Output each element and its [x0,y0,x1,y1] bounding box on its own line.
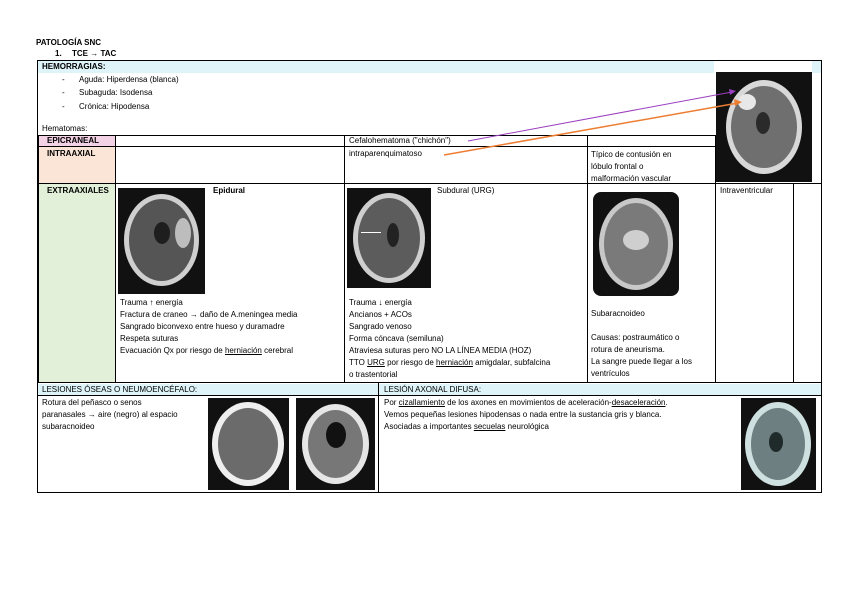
page-title: PATOLOGÍA SNC [36,38,102,47]
subdural-title: Subdural (URG) [437,186,495,195]
axonal-title: LESIÓN AXONAL DIFUSA: [384,385,482,394]
subdural-line: o trastentorial [349,370,398,379]
hematomas-label: Hematomas: [42,124,88,133]
lesiones-line: Rotura del peñasco o senos [42,398,142,407]
axonal-line: Vemos pequeñas lesiones hipodensas o nada entre la sustancia gris y blanca. [384,410,662,419]
lesiones-line: paranasales → aire (negro) al espacio [42,410,178,419]
section-title: TCE → TAC [72,49,117,58]
ct-axonal-image [741,398,816,490]
intraparenquimatoso-text: intraparenquimatoso [349,149,422,158]
extraaxiales-label: EXTRAAXIALES [47,186,109,195]
subdural-line: Sangrado venoso [349,322,412,331]
lesiones-title: LESIONES ÓSEAS O NEUMOENCÉFALO: [42,385,198,394]
bullet-dash: - [62,102,65,111]
cause-line: ventrículos [591,369,630,378]
axonal-line: Asociadas a importantes secuelas neurológica [384,422,549,431]
orange-arrow-line [444,103,738,155]
bullet-dash: - [62,75,65,84]
subdural-line: Ancianos + ACOs [349,310,412,319]
bullet-aguda: Aguda: Hiperdensa (blanca) [79,75,179,84]
subdural-line: Forma cóncava (semiluna) [349,334,444,343]
subaracnoideo-title: Subaracnoideo [591,309,645,318]
ct-bone-window-image [208,398,289,490]
axonal-line: Por cizallamiento de los axones en movimientos de aceleración-desaceleración. [384,398,668,407]
cause-line: Causas: postraumático o [591,333,680,342]
orange-arrow-head [734,99,742,106]
lesiones-notes [42,397,178,433]
epidural-line: Trauma ↑ energía [120,298,183,307]
epidural-line: Fractura de craneo → daño de A.meningea media [120,310,298,319]
ct-neumoencefalo-image [296,398,375,490]
axonal-notes [384,397,668,433]
note-line: lóbulo frontal o [591,162,644,171]
intraventricular-title: Intraventricular [720,186,773,195]
bullet-dash: - [62,88,65,97]
bullet-cronica: Crónica: Hipodensa [79,102,150,111]
purple-arrow-head [729,89,736,95]
epidural-line: Evacuación Qx por riesgo de herniación cerebral [120,346,293,355]
epidural-line: Sangrado biconvexo entre hueso y duramadre [120,322,285,331]
subdural-tto-line: TTO URG por riesgo de herniación amigdalar, subfalcina [349,358,551,367]
cause-line: La sangre puede llegar a los [591,357,692,366]
epicraneal-label: EPICRANEAL [47,136,100,145]
epidural-line: Respeta suturas [120,334,179,343]
purple-arrow-line [468,92,732,141]
cefalohematoma-text: Cefalohematoma ("chichón") [349,136,451,145]
lesiones-line: subaracnoideo [42,422,95,431]
epidural-title: Epidural [213,186,246,195]
intraaxial-label: INTRAAXIAL [47,149,96,158]
section-number: 1. [55,49,62,58]
bullet-subaguda: Subaguda: Isodensa [79,88,153,97]
note-line: Típico de contusión en [591,150,672,159]
cause-line: rotura de aneurisma. [591,345,665,354]
hemorragias-title: HEMORRAGIAS: [42,62,106,71]
subdural-line: Atraviesa suturas pero NO LA LÍNEA MEDIA (HOZ) [349,346,532,355]
note-line: malformación vascular [591,174,672,183]
subdural-line: Trauma ↓ energía [349,298,412,307]
